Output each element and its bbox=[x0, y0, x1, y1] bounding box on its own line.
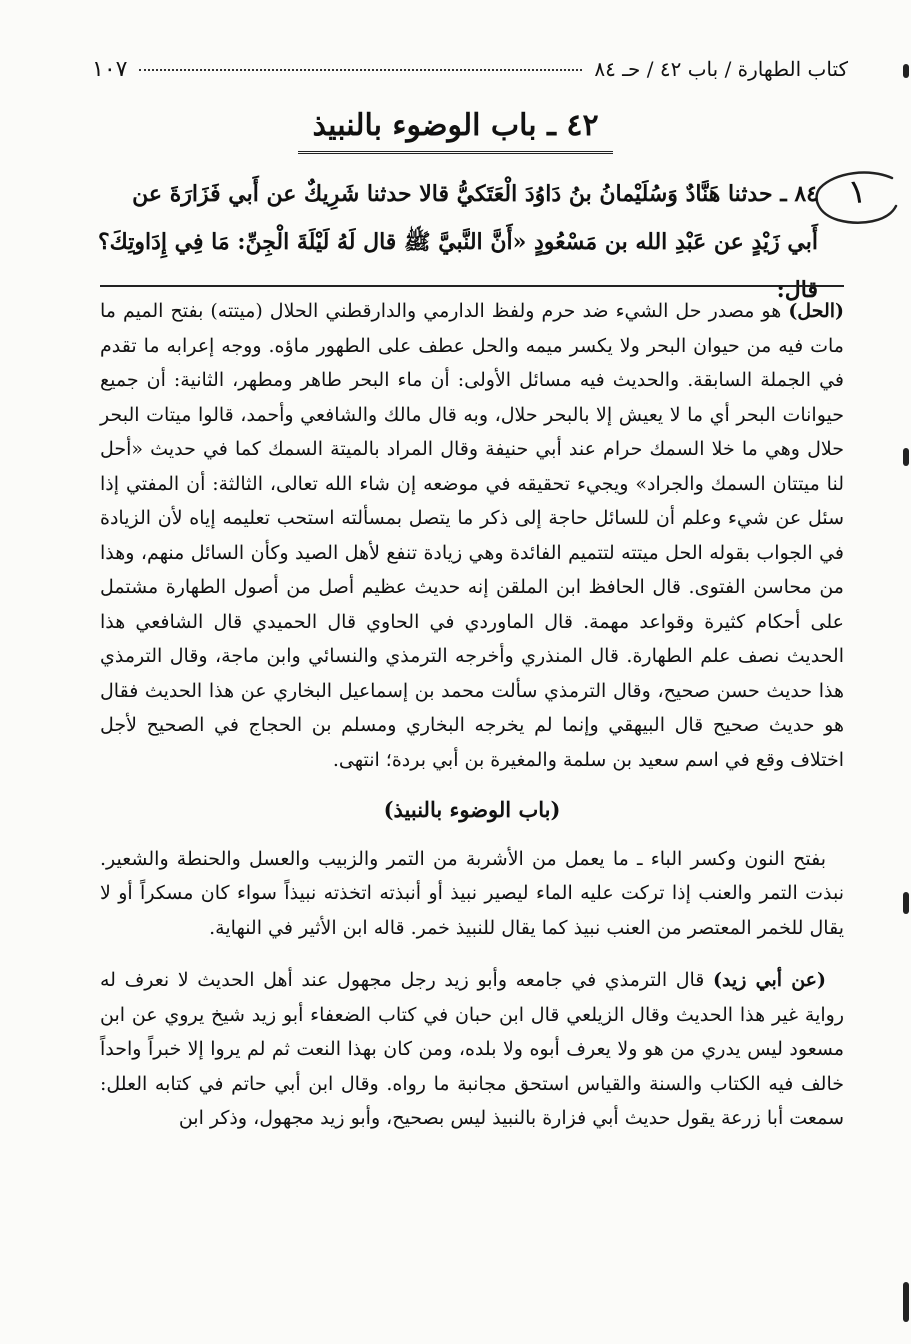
chapter-title-text: ٤٢ ـ باب الوضوء بالنبيذ bbox=[298, 108, 612, 154]
scan-edge-mark bbox=[903, 448, 909, 466]
margin-note-number: ١ bbox=[845, 170, 869, 214]
hadith-line: أَبي زَيْدٍ عن عَبْدِ الله بن مَسْعُودٍ «أَنَّ النَّبيَّ ﷺ قال لَهُ لَيْلَةَ الْجِنِّ: مَا فِي إِدَاوتِكَ؟ قال: bbox=[98, 229, 818, 303]
hadith-line: ٨٤ ـ حدثنا هَنَّادٌ وَسُلَيْمانُ بنُ دَاوُدَ الْعَتَكيُّ قالا حدثنا شَرِيكٌ عن أَبي فَزَارَةَ عن bbox=[132, 181, 818, 207]
scan-edge-mark bbox=[903, 1282, 909, 1322]
header-chapter-reference: كتاب الطهارة / باب ٤٢ / حـ ٨٤ bbox=[594, 57, 848, 81]
footnote-divider bbox=[100, 285, 844, 287]
commentary-paragraph bbox=[100, 294, 844, 777]
header-dot-leader bbox=[139, 59, 582, 71]
scan-edge-mark bbox=[903, 64, 909, 78]
commentary-paragraph-text: قال الترمذي في جامعه وأبو زيد رجل مجهول عند أهل الحديث لا نعرف له رواية غير هذا الحديث وقال الزيلعي قال ابن حبان في كتاب الضعفاء أبو زيد شيخ يروي عن ابن مسعود ليس يدري من هو ولا يعرف أبوه ولا بلده، ومن كان بهذا النعت ثم لم يروا إلا خبراً واحداً خالف فيه الكتاب والسنة والقياس استحق مجانبة ما رواه. وقال ابن أبي حاتم في كتابه العلل: سمعت أبا زرعة يقول حديث أبي فزارة بالنبيذ ليس بصحيح، وأبو زيد مجهول، وذكر ابن bbox=[100, 969, 844, 1129]
commentary-term-label: (الحل) bbox=[788, 300, 845, 322]
commentary-paragraph bbox=[100, 963, 844, 1136]
commentary-subheading: (باب الوضوء بالنبيذ) bbox=[383, 797, 561, 822]
commentary bbox=[100, 294, 844, 1136]
commentary-paragraph-text: بفتح النون وكسر الباء ـ ما يعمل من الأشربة من التمر والزبيب والعسل والحنطة والشعير. نبذت التمر والعنب إذا تركت عليه الماء ليصير نبيذ أو أنبذته اتخذته نبيذاً سواء كان مسكراً أو لا يقال للخمر المعتصر من العنب نبيذ كما يقال للنبيذ خمر. قاله ابن الأثير في النهاية. bbox=[100, 847, 844, 939]
page-number: ١٠٧ bbox=[92, 56, 128, 82]
commentary-term-label: (عن أبي زيد) bbox=[713, 969, 826, 991]
running-header bbox=[92, 52, 848, 86]
chapter-title bbox=[0, 108, 911, 154]
commentary-paragraph-text: هو مصدر حل الشيء ضد حرم ولفظ الدارمي والدارقطني الحلال (ميتته) بفتح الميم ما مات فيه من حيوان البحر ولا يكسر ميمه والحل عطف على الطهور ماؤه. ووجه إعرابه ما تقدم في الجملة السابقة. والحديث فيه مسائل الأولى: أن ماء البحر طاهر ومطهر، الثانية: أن جميع حيوانات البحر أي ما لا يعيش إلا بالبحر حلال، وبه قال مالك والشافعي وأحمد، قالوا ميتات البحر حلال وهي ما خلا السمك حرام عند أبي حنيفة وقال المراد بالميتة السمك كما في حديث «أحل لنا ميتتان السمك والجراد» ويجيء تحقيقه في موضعه إن شاء الله تعالى، الثالثة: أن المفتي إذا سئل عن شيء وعلم أن للسائل حاجة إلى ذكر ما يتصل بمسألته استحب تعليمه إياه لأن الزيادة في الجواب بقوله الحل ميتته لتتميم الفائدة وهي زيادة تنفع لأهل الصيد وكأن السائل منهم، وهذا من محاسن الفتوى. قال الحافظ ابن الملقن إنه حديث عظيم أصل من أصول الطهارة مشتمل على أحكام كثيرة وقواعد مهمة. قال الماوردي في الحاوي قال الحميدي قال الشافعي هذا الحديث نصف علم الطهارة. قال المنذري وأخرجه الترمذي والنسائي وابن ماجة، وقال الترمذي هذا حديث حسن صحيح، وقال الترمذي سألت محمد بن إسماعيل البخاري عن هذا الحديث فقال هو حديث صحيح قال البيهقي وإنما لم يخرجه البخاري ومسلم بن الحجاج في الصحيح لأجل اختلاف وقع في اسم سعيد بن سلمة والمغيرة بن أبي بردة؛ انتهى. bbox=[100, 300, 844, 771]
hadith-text bbox=[98, 170, 818, 314]
commentary-paragraph bbox=[100, 842, 844, 946]
scan-edge-mark bbox=[903, 892, 909, 914]
